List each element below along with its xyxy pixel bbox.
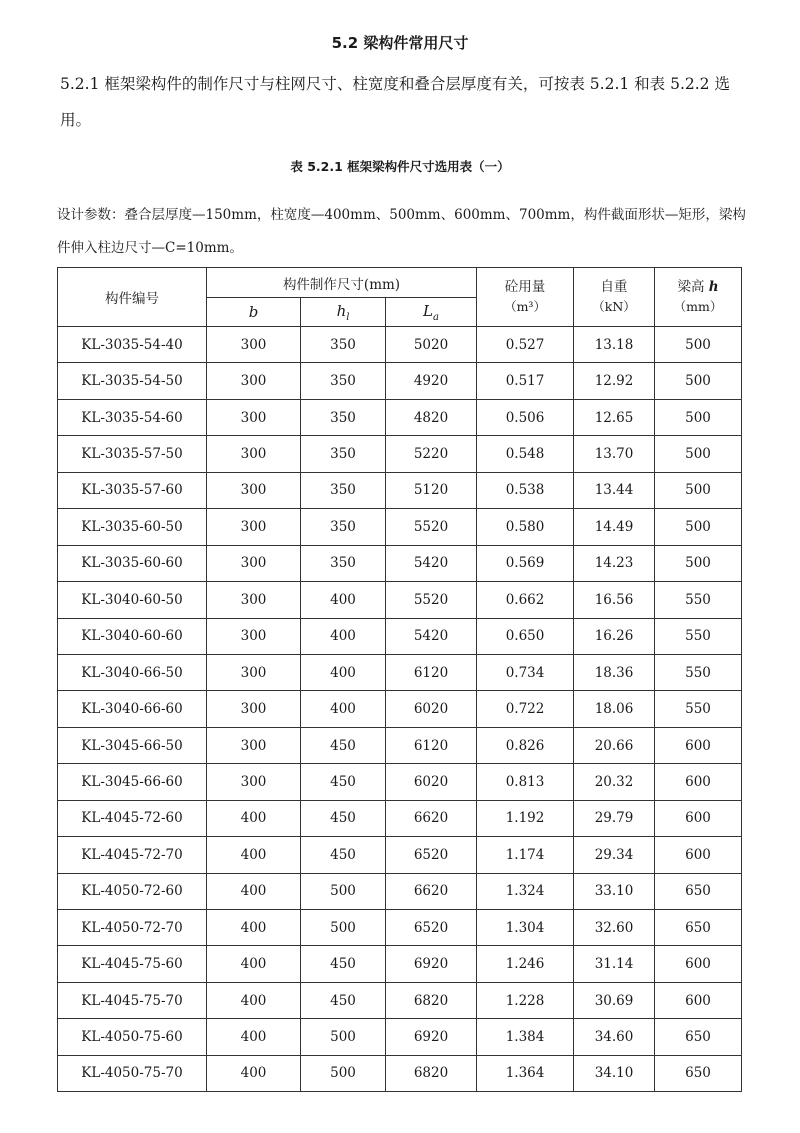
code-cell: KL-3035-54-40: [58, 327, 207, 363]
weight-cell: 30.69: [574, 982, 655, 1018]
hl-cell: 450: [301, 837, 386, 873]
weight-cell: 29.34: [574, 837, 655, 873]
height-cell: 500: [655, 363, 742, 399]
b-cell: 300: [207, 582, 301, 618]
la-cell: 5020: [386, 327, 477, 363]
weight-cell: 12.92: [574, 363, 655, 399]
concrete-cell: 0.722: [477, 691, 574, 727]
la-cell: 6520: [386, 910, 477, 946]
header-height-label: 梁高: [677, 279, 705, 295]
code-cell: KL-3040-60-60: [58, 618, 207, 654]
code-cell: KL-3045-66-50: [58, 727, 207, 763]
concrete-cell: 0.548: [477, 436, 574, 472]
hl-cell: 450: [301, 982, 386, 1018]
b-cell: 300: [207, 545, 301, 581]
concrete-cell: 1.364: [477, 1055, 574, 1091]
la-cell: 4920: [386, 363, 477, 399]
b-cell: 400: [207, 873, 301, 909]
code-cell: KL-4045-75-60: [58, 946, 207, 982]
header-weight-label: 自重: [600, 279, 628, 295]
weight-cell: 13.18: [574, 327, 655, 363]
weight-cell: 13.44: [574, 472, 655, 508]
concrete-cell: 0.650: [477, 618, 574, 654]
code-cell: KL-3035-60-60: [58, 545, 207, 581]
concrete-cell: 0.662: [477, 582, 574, 618]
hl-cell: 500: [301, 1019, 386, 1055]
code-cell: KL-4050-72-70: [58, 910, 207, 946]
b-cell: 400: [207, 800, 301, 836]
height-cell: 600: [655, 800, 742, 836]
hl-cell: 400: [301, 654, 386, 690]
table-caption: 表 5.2.1 框架梁构件尺寸选用表（一）: [290, 159, 510, 174]
hl-cell: 450: [301, 764, 386, 800]
b-cell: 300: [207, 436, 301, 472]
header-height-label-line: [655, 277, 741, 297]
concrete-cell: 1.324: [477, 873, 574, 909]
b-cell: 400: [207, 1019, 301, 1055]
la-cell: 4820: [386, 399, 477, 435]
header-height-symbol: h: [708, 279, 719, 295]
weight-cell: 34.10: [574, 1055, 655, 1091]
table-row: [58, 545, 742, 581]
header-dims-group: 构件制作尺寸(mm): [207, 268, 477, 298]
weight-cell: 32.60: [574, 910, 655, 946]
la-cell: 6620: [386, 873, 477, 909]
la-cell: 5520: [386, 509, 477, 545]
header-height: [655, 268, 742, 327]
intro-paragraph: 5.2.1 框架梁构件的制作尺寸与柱网尺寸、柱宽度和叠合层厚度有关，可按表 5.2.1 和表 5.2.2 选用。: [60, 75, 730, 129]
la-cell: 5420: [386, 545, 477, 581]
concrete-cell: 1.304: [477, 910, 574, 946]
table-row: [58, 837, 742, 873]
height-cell: 500: [655, 509, 742, 545]
height-cell: 600: [655, 764, 742, 800]
height-cell: 650: [655, 1019, 742, 1055]
table-row: [58, 946, 742, 982]
la-cell: 5420: [386, 618, 477, 654]
weight-cell: 18.36: [574, 654, 655, 690]
la-cell: 6920: [386, 946, 477, 982]
concrete-cell: 1.192: [477, 800, 574, 836]
b-cell: 400: [207, 982, 301, 1018]
la-cell: 5220: [386, 436, 477, 472]
hl-cell: 350: [301, 545, 386, 581]
concrete-cell: 0.734: [477, 654, 574, 690]
header-weight: [574, 268, 655, 327]
la-cell: 6020: [386, 764, 477, 800]
table-row: [58, 764, 742, 800]
weight-cell: 13.70: [574, 436, 655, 472]
table-row: [58, 327, 742, 363]
la-cell: 5120: [386, 472, 477, 508]
height-cell: 600: [655, 982, 742, 1018]
la-cell: 6820: [386, 1055, 477, 1091]
hl-cell: 450: [301, 800, 386, 836]
hl-cell: 500: [301, 910, 386, 946]
table-row: [58, 363, 742, 399]
concrete-cell: 1.228: [477, 982, 574, 1018]
header-hl-subscript: l: [346, 311, 350, 323]
height-cell: 550: [655, 618, 742, 654]
hl-cell: 350: [301, 399, 386, 435]
b-cell: 300: [207, 509, 301, 545]
table-row: [58, 1019, 742, 1055]
header-la-symbol: L: [423, 301, 433, 320]
concrete-cell: 0.580: [477, 509, 574, 545]
code-cell: KL-4045-75-70: [58, 982, 207, 1018]
la-cell: 6620: [386, 800, 477, 836]
la-cell: 6020: [386, 691, 477, 727]
hl-cell: 350: [301, 436, 386, 472]
concrete-cell: 1.246: [477, 946, 574, 982]
height-cell: 600: [655, 727, 742, 763]
header-concrete: [477, 268, 574, 327]
hl-cell: 450: [301, 727, 386, 763]
code-cell: KL-3040-66-60: [58, 691, 207, 727]
concrete-cell: 1.174: [477, 837, 574, 873]
design-parameters: 设计参数：叠合层厚度—150mm，柱宽度—400mm、500mm、600mm、700mm，构件截面形状—矩形，梁构件伸入柱边尺寸—C=10mm。: [57, 207, 746, 256]
b-cell: 300: [207, 327, 301, 363]
header-hl: [301, 298, 386, 327]
table-row: [58, 982, 742, 1018]
height-cell: 500: [655, 436, 742, 472]
b-cell: 400: [207, 837, 301, 873]
height-cell: 650: [655, 910, 742, 946]
hl-cell: 400: [301, 582, 386, 618]
weight-cell: 29.79: [574, 800, 655, 836]
code-cell: KL-3035-57-60: [58, 472, 207, 508]
code-cell: KL-3035-57-50: [58, 436, 207, 472]
beam-size-table: [57, 267, 742, 1092]
height-cell: 550: [655, 654, 742, 690]
header-la-subscript: a: [433, 311, 439, 323]
la-cell: 6820: [386, 982, 477, 1018]
table-row: [58, 436, 742, 472]
b-cell: 300: [207, 691, 301, 727]
table-row: [58, 910, 742, 946]
code-cell: KL-3040-60-50: [58, 582, 207, 618]
b-cell: 300: [207, 399, 301, 435]
la-cell: 6920: [386, 1019, 477, 1055]
table-header: [58, 268, 742, 327]
b-cell: 300: [207, 764, 301, 800]
height-cell: 550: [655, 582, 742, 618]
height-cell: 500: [655, 472, 742, 508]
weight-cell: 33.10: [574, 873, 655, 909]
header-concrete-label: 砼用量: [504, 279, 546, 295]
code-cell: KL-4050-72-60: [58, 873, 207, 909]
la-cell: 6120: [386, 654, 477, 690]
header-weight-unit: （kN）: [592, 299, 636, 314]
b-cell: 400: [207, 1055, 301, 1091]
header-concrete-unit: （m³）: [504, 299, 546, 314]
code-cell: KL-4050-75-60: [58, 1019, 207, 1055]
hl-cell: 400: [301, 691, 386, 727]
weight-cell: 34.60: [574, 1019, 655, 1055]
section-title: 5.2 梁构件常用尺寸: [331, 34, 469, 52]
concrete-cell: 0.569: [477, 545, 574, 581]
weight-cell: 14.49: [574, 509, 655, 545]
hl-cell: 350: [301, 472, 386, 508]
table-row: [58, 472, 742, 508]
weight-cell: 14.23: [574, 545, 655, 581]
table-body: [58, 327, 742, 1092]
concrete-cell: 0.826: [477, 727, 574, 763]
height-cell: 550: [655, 691, 742, 727]
weight-cell: 31.14: [574, 946, 655, 982]
table-row: [58, 1055, 742, 1091]
code-cell: KL-4045-72-70: [58, 837, 207, 873]
header-code: 构件编号: [58, 268, 207, 327]
hl-cell: 500: [301, 1055, 386, 1091]
hl-cell: 350: [301, 509, 386, 545]
code-cell: KL-3035-60-50: [58, 509, 207, 545]
table-row: [58, 654, 742, 690]
height-cell: 600: [655, 837, 742, 873]
la-cell: 6120: [386, 727, 477, 763]
concrete-cell: 0.527: [477, 327, 574, 363]
table-row: [58, 399, 742, 435]
table-row: [58, 873, 742, 909]
height-cell: 500: [655, 545, 742, 581]
header-hl-symbol: h: [336, 301, 347, 320]
concrete-cell: 0.813: [477, 764, 574, 800]
table-row: [58, 618, 742, 654]
la-cell: 6520: [386, 837, 477, 873]
b-cell: 300: [207, 727, 301, 763]
height-cell: 600: [655, 946, 742, 982]
weight-cell: 12.65: [574, 399, 655, 435]
weight-cell: 20.66: [574, 727, 655, 763]
b-cell: 300: [207, 472, 301, 508]
table-row: [58, 800, 742, 836]
b-cell: 300: [207, 654, 301, 690]
concrete-cell: 0.506: [477, 399, 574, 435]
table-row: [58, 691, 742, 727]
code-cell: KL-3035-54-60: [58, 399, 207, 435]
header-la: [386, 298, 477, 327]
weight-cell: 20.32: [574, 764, 655, 800]
b-cell: 300: [207, 618, 301, 654]
concrete-cell: 0.517: [477, 363, 574, 399]
weight-cell: 18.06: [574, 691, 655, 727]
weight-cell: 16.56: [574, 582, 655, 618]
la-cell: 5520: [386, 582, 477, 618]
code-cell: KL-3040-66-50: [58, 654, 207, 690]
hl-cell: 350: [301, 363, 386, 399]
header-b: b: [207, 298, 301, 327]
hl-cell: 500: [301, 873, 386, 909]
concrete-cell: 0.538: [477, 472, 574, 508]
table-row: [58, 727, 742, 763]
code-cell: KL-4045-72-60: [58, 800, 207, 836]
b-cell: 400: [207, 946, 301, 982]
height-cell: 500: [655, 327, 742, 363]
height-cell: 500: [655, 399, 742, 435]
concrete-cell: 1.384: [477, 1019, 574, 1055]
code-cell: KL-3035-54-50: [58, 363, 207, 399]
header-height-unit: （mm）: [673, 299, 723, 314]
weight-cell: 16.26: [574, 618, 655, 654]
b-cell: 400: [207, 910, 301, 946]
height-cell: 650: [655, 1055, 742, 1091]
table-row: [58, 582, 742, 618]
height-cell: 650: [655, 873, 742, 909]
hl-cell: 350: [301, 327, 386, 363]
code-cell: KL-4050-75-70: [58, 1055, 207, 1091]
hl-cell: 450: [301, 946, 386, 982]
b-cell: 300: [207, 363, 301, 399]
hl-cell: 400: [301, 618, 386, 654]
table-row: [58, 509, 742, 545]
code-cell: KL-3045-66-60: [58, 764, 207, 800]
